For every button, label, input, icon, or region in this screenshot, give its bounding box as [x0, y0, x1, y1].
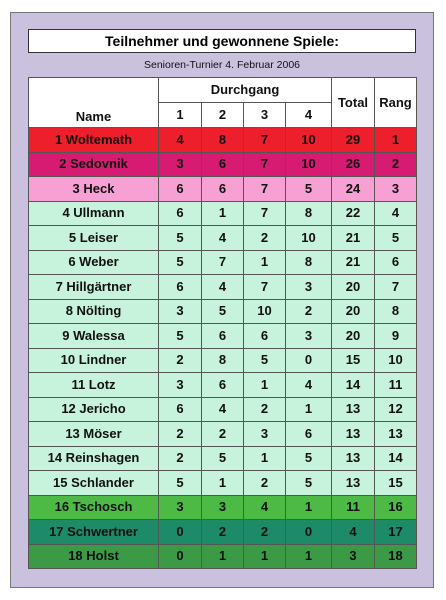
- round-2-score: 7: [202, 250, 244, 275]
- total-score: 11: [332, 495, 375, 520]
- round-2-score: 1: [202, 471, 244, 496]
- round-1-score: 2: [159, 446, 202, 471]
- total-score: 4: [332, 520, 375, 545]
- round-4-score: 1: [286, 544, 332, 569]
- round-3-score: 1: [244, 446, 286, 471]
- rank: 9: [375, 324, 417, 349]
- table-row: [29, 201, 417, 226]
- round-1-score: 4: [159, 128, 202, 153]
- round-3-score: 1: [244, 250, 286, 275]
- round-4-score: 5: [286, 471, 332, 496]
- participant-name: 9 Walessa: [29, 324, 159, 349]
- round-2-score: 6: [202, 324, 244, 349]
- round-2-score: 5: [202, 446, 244, 471]
- round-2-score: 4: [202, 226, 244, 251]
- table-row: [29, 250, 417, 275]
- table-row: [29, 495, 417, 520]
- total-score: 13: [332, 446, 375, 471]
- table-row: [29, 446, 417, 471]
- round-4-score: 1: [286, 397, 332, 422]
- rank: 17: [375, 520, 417, 545]
- round-2-score: 4: [202, 397, 244, 422]
- round-4-score: 3: [286, 275, 332, 300]
- total-score: 14: [332, 373, 375, 398]
- total-score: 13: [332, 471, 375, 496]
- round-3-score: 6: [244, 324, 286, 349]
- round-1-score: 0: [159, 520, 202, 545]
- participant-name: 14 Reinshagen: [29, 446, 159, 471]
- participant-name: 15 Schlander: [29, 471, 159, 496]
- total-score: 13: [332, 422, 375, 447]
- column-header-round-3: 3: [244, 103, 286, 128]
- round-3-score: 7: [244, 152, 286, 177]
- participant-name: 18 Holst: [29, 544, 159, 569]
- round-2-score: 2: [202, 520, 244, 545]
- participant-name: 13 Möser: [29, 422, 159, 447]
- round-1-score: 5: [159, 324, 202, 349]
- round-2-score: 4: [202, 275, 244, 300]
- participant-name: 2 Sedovnik: [29, 152, 159, 177]
- round-2-score: 6: [202, 177, 244, 202]
- round-2-score: 8: [202, 128, 244, 153]
- round-1-score: 5: [159, 226, 202, 251]
- round-4-score: 10: [286, 128, 332, 153]
- round-4-score: 5: [286, 177, 332, 202]
- table-row: [29, 520, 417, 545]
- rank: 10: [375, 348, 417, 373]
- round-3-score: 7: [244, 275, 286, 300]
- rank: 4: [375, 201, 417, 226]
- total-score: 3: [332, 544, 375, 569]
- participant-name: 11 Lotz: [29, 373, 159, 398]
- rank: 11: [375, 373, 417, 398]
- column-header-rang: Rang: [375, 78, 417, 128]
- round-3-score: 4: [244, 495, 286, 520]
- table-row: [29, 544, 417, 569]
- total-score: 20: [332, 324, 375, 349]
- round-4-score: 8: [286, 250, 332, 275]
- round-1-score: 6: [159, 275, 202, 300]
- rank: 3: [375, 177, 417, 202]
- round-1-score: 6: [159, 397, 202, 422]
- results-table: [28, 77, 417, 569]
- table-row: [29, 324, 417, 349]
- round-4-score: 0: [286, 520, 332, 545]
- round-1-score: 0: [159, 544, 202, 569]
- round-3-score: 7: [244, 128, 286, 153]
- rank: 2: [375, 152, 417, 177]
- total-score: 21: [332, 250, 375, 275]
- rank: 18: [375, 544, 417, 569]
- round-2-score: 6: [202, 152, 244, 177]
- participant-name: 4 Ullmann: [29, 201, 159, 226]
- participant-name: 17 Schwertner: [29, 520, 159, 545]
- rank: 1: [375, 128, 417, 153]
- table-row: [29, 128, 417, 153]
- table-row: [29, 152, 417, 177]
- column-header-round-2: 2: [202, 103, 244, 128]
- total-score: 22: [332, 201, 375, 226]
- round-3-score: 2: [244, 397, 286, 422]
- round-2-score: 3: [202, 495, 244, 520]
- table-row: [29, 275, 417, 300]
- participant-name: 12 Jericho: [29, 397, 159, 422]
- column-header-round-4: 4: [286, 103, 332, 128]
- participant-name: 5 Leiser: [29, 226, 159, 251]
- total-score: 26: [332, 152, 375, 177]
- round-2-score: 8: [202, 348, 244, 373]
- round-3-score: 7: [244, 201, 286, 226]
- total-score: 20: [332, 299, 375, 324]
- table-row: [29, 373, 417, 398]
- total-score: 21: [332, 226, 375, 251]
- document-title: Teilnehmer und gewonnene Spiele:: [28, 29, 416, 53]
- round-3-score: 3: [244, 422, 286, 447]
- table-row: [29, 397, 417, 422]
- round-4-score: 6: [286, 422, 332, 447]
- results-rows: [29, 128, 417, 569]
- round-3-score: 2: [244, 471, 286, 496]
- rank: 8: [375, 299, 417, 324]
- round-3-score: 1: [244, 373, 286, 398]
- round-3-score: 5: [244, 348, 286, 373]
- table-row: [29, 348, 417, 373]
- column-header-name: Name: [29, 78, 159, 128]
- round-3-score: 1: [244, 544, 286, 569]
- column-header-total: Total: [332, 78, 375, 128]
- document-subtitle: Senioren-Turnier 4. Februar 2006: [143, 59, 301, 71]
- round-4-score: 4: [286, 373, 332, 398]
- rank: 12: [375, 397, 417, 422]
- total-score: 13: [332, 397, 375, 422]
- round-4-score: 3: [286, 324, 332, 349]
- round-1-score: 6: [159, 201, 202, 226]
- table-row: [29, 422, 417, 447]
- rank: 13: [375, 422, 417, 447]
- participant-name: 7 Hillgärtner: [29, 275, 159, 300]
- table-row: [29, 226, 417, 251]
- column-header-round-1: 1: [159, 103, 202, 128]
- table-row: [29, 471, 417, 496]
- participant-name: 3 Heck: [29, 177, 159, 202]
- round-4-score: 5: [286, 446, 332, 471]
- round-2-score: 6: [202, 373, 244, 398]
- rank: 7: [375, 275, 417, 300]
- total-score: 24: [332, 177, 375, 202]
- table-row: [29, 299, 417, 324]
- rank: 5: [375, 226, 417, 251]
- round-4-score: 10: [286, 152, 332, 177]
- round-1-score: 3: [159, 299, 202, 324]
- round-4-score: 0: [286, 348, 332, 373]
- round-1-score: 6: [159, 177, 202, 202]
- round-4-score: 8: [286, 201, 332, 226]
- round-3-score: 2: [244, 520, 286, 545]
- round-4-score: 10: [286, 226, 332, 251]
- participant-name: 8 Nölting: [29, 299, 159, 324]
- table-row: [29, 177, 417, 202]
- round-1-score: 2: [159, 422, 202, 447]
- round-2-score: 5: [202, 299, 244, 324]
- column-header-durchgang: Durchgang: [159, 78, 332, 103]
- round-2-score: 1: [202, 544, 244, 569]
- rank: 14: [375, 446, 417, 471]
- participant-name: 1 Woltemath: [29, 128, 159, 153]
- rank: 16: [375, 495, 417, 520]
- round-1-score: 5: [159, 250, 202, 275]
- round-4-score: 1: [286, 495, 332, 520]
- round-2-score: 2: [202, 422, 244, 447]
- round-1-score: 3: [159, 152, 202, 177]
- round-1-score: 5: [159, 471, 202, 496]
- round-3-score: 10: [244, 299, 286, 324]
- round-2-score: 1: [202, 201, 244, 226]
- participant-name: 16 Tschosch: [29, 495, 159, 520]
- round-1-score: 3: [159, 373, 202, 398]
- round-3-score: 2: [244, 226, 286, 251]
- total-score: 20: [332, 275, 375, 300]
- participant-name: 6 Weber: [29, 250, 159, 275]
- round-4-score: 2: [286, 299, 332, 324]
- round-3-score: 7: [244, 177, 286, 202]
- total-score: 29: [332, 128, 375, 153]
- total-score: 15: [332, 348, 375, 373]
- rank: 6: [375, 250, 417, 275]
- rank: 15: [375, 471, 417, 496]
- participant-name: 10 Lindner: [29, 348, 159, 373]
- round-1-score: 2: [159, 348, 202, 373]
- round-1-score: 3: [159, 495, 202, 520]
